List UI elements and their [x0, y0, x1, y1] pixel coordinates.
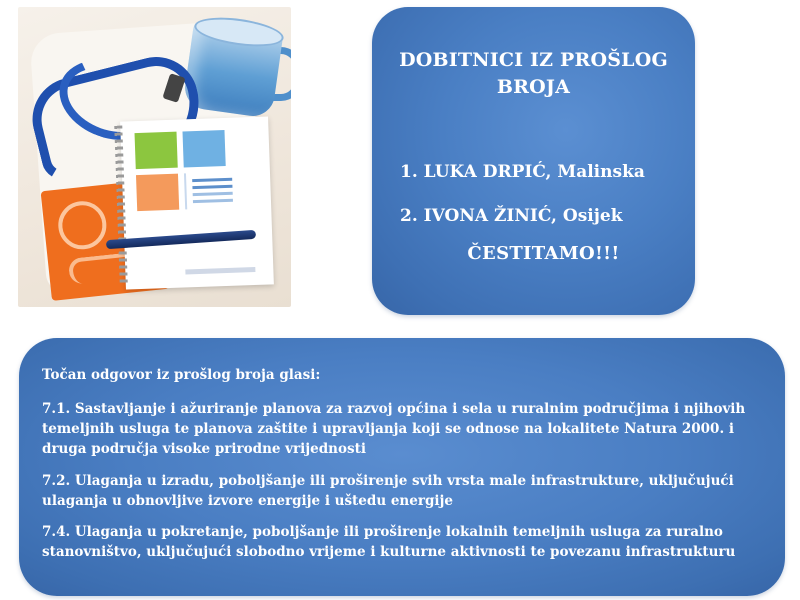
answer-paragraph-7-2: 7.2. Ulaganja u izradu, poboljšanje ili proširenje svih vrsta male infrastrukture, uključujući ulaganja u obnovljive izvore energije i uštedu energije [42, 473, 734, 509]
answer-paragraph-7-1: 7.1. Sastavljanje i ažuriranje planova za razvoj općina i sela u ruralnim područjima i njihovih temeljnih usluga te planova zaštite i upravljanja koji se odnose na lokalitete Natura 2000. i druga područja visoke prirodne vrijednosti [42, 401, 746, 457]
prize-photo [18, 7, 291, 307]
congratulations-text: ČESTITAMO!!! [467, 243, 620, 264]
winner-2: 2. IVONA ŽINIĆ, Osijek [400, 206, 623, 226]
winner-1: 1. LUKA DRPIĆ, Malinska [400, 162, 645, 182]
eu-logo-strip [185, 267, 255, 274]
notebook-tile-blue [182, 130, 225, 167]
answer-heading: Točan odgovor iz prošlog broja glasi: [42, 367, 321, 383]
answer-box [19, 338, 785, 596]
winners-title: DOBITNICI IZ PROŠLOG BROJA [399, 49, 668, 98]
winners-box [372, 7, 695, 315]
answer-paragraph-7-4: 7.4. Ulaganja u pokretanje, poboljšanje ili proširenje lokalnih temeljnih usluga za ruralno stanovništvo, uključujući slobodno vrijeme i kulturne aktivnosti te povezanu infrastrukturu [42, 524, 736, 560]
notebook-tile-green [135, 132, 178, 169]
notebook-cover-text [184, 171, 247, 209]
notebook-tile-orange [136, 174, 179, 211]
notebook [120, 116, 274, 289]
